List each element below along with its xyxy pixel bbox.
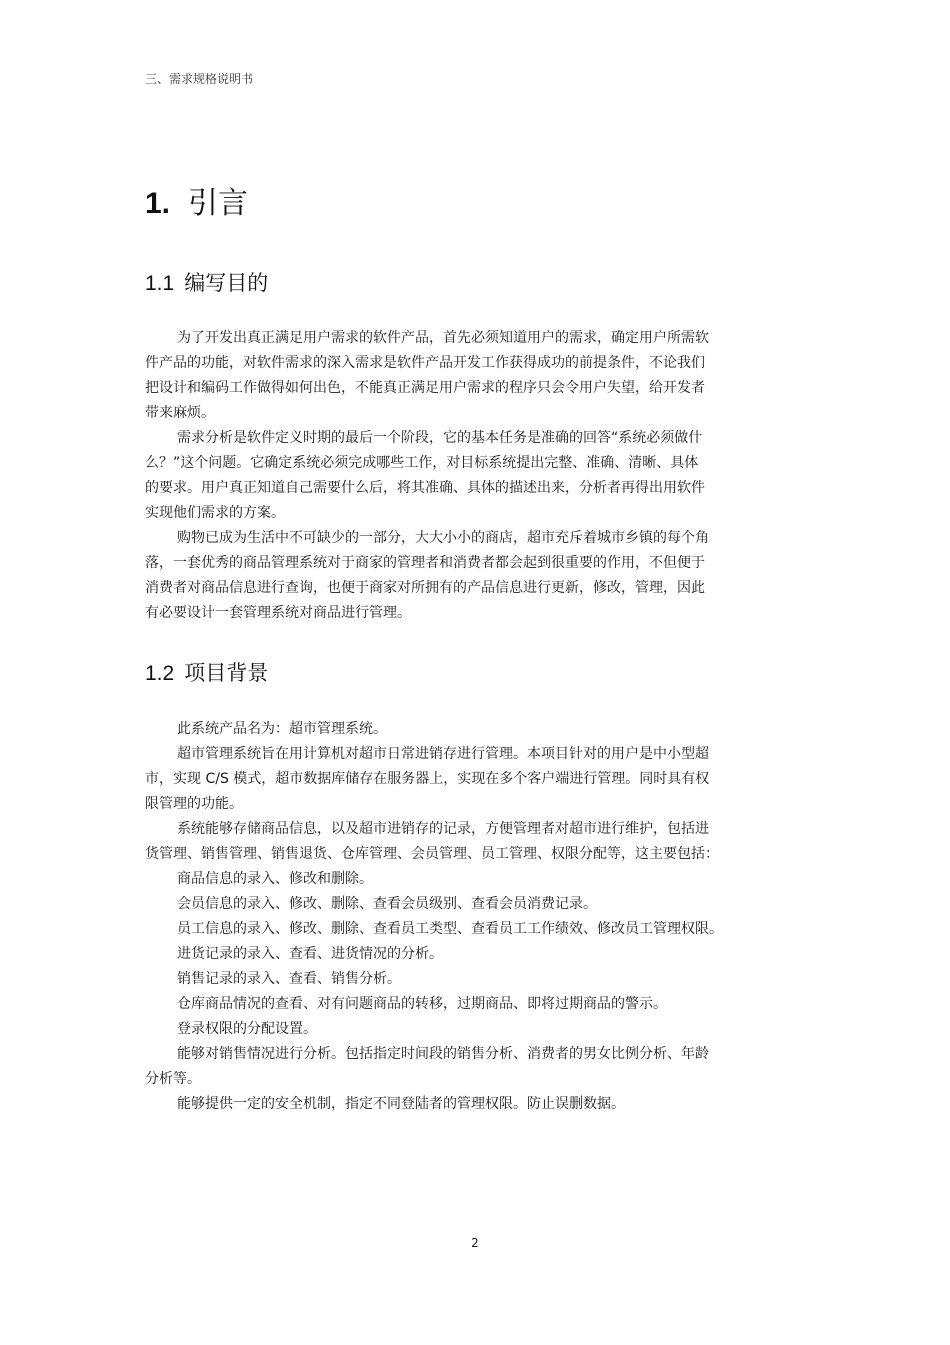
subsection-heading-purpose <box>145 269 268 298</box>
text-line: 市，实现 C/S 模式，超市数据库储存在服务器上，实现在多个客户端进行管理。同时具有权 <box>145 771 710 787</box>
text-line: 件产品的功能，对软件需求的深入需求是软件产品开发工作获得成功的前提条件，不论我们 <box>145 355 705 371</box>
text-line: 消费者对商品信息进行查询，也便于商家对所拥有的产品信息进行更新，修改，管理，因此 <box>145 580 705 596</box>
text-line: 需求分析是软件定义时期的最后一个阶段，它的基本任务是准确的回答“系统必须做什 <box>177 430 703 446</box>
list-item: 会员信息的录入、修改、删除、查看会员级别、查看会员消费记录。 <box>177 896 597 912</box>
text-line: 超市管理系统旨在用计算机对超市日常进销存进行管理。本项目针对的用户是中小型超 <box>177 746 709 762</box>
text-line: 限管理的功能。 <box>145 796 243 812</box>
text-line: 么？”这个问题。它确定系统必须完成哪些工作，对目标系统提出完整、准确、清晰、具体 <box>145 455 699 471</box>
list-item: 能够对销售情况进行分析。包括指定时间段的销售分析、消费者的男女比例分析、年龄 <box>177 1046 709 1062</box>
text-line: 货管理、销售管理、销售退货、仓库管理、会员管理、员工管理、权限分配等，这主要包括： <box>145 846 719 862</box>
text-line: 此系统产品名为：超市管理系统。 <box>177 721 387 737</box>
text-line: 购物已成为生活中不可缺少的一部分，大大小小的商店，超市充斥着城市乡镇的每个角 <box>177 530 709 546</box>
text-line: 系统能够存储商品信息，以及超市进销存的记录，方便管理者对超市进行维护，包括进 <box>177 821 709 837</box>
text-line: 实现他们需求的方案。 <box>145 505 285 521</box>
running-header: 三、需求规格说明书 <box>145 72 254 86</box>
page-number: 2 <box>471 1236 479 1250</box>
text-line: 分析等。 <box>145 1071 201 1087</box>
section-heading-introduction <box>145 184 248 224</box>
list-item: 能够提供一定的安全机制，指定不同登陆者的管理权限。防止误删数据。 <box>177 1096 625 1112</box>
list-item: 销售记录的录入、查看、销售分析。 <box>177 971 401 987</box>
list-item: 进货记录的录入、查看、进货情况的分析。 <box>177 946 443 962</box>
list-item: 登录权限的分配设置。 <box>177 1021 317 1037</box>
section-number: 1. <box>145 187 171 220</box>
subsection-title: 项目背景 <box>184 661 269 685</box>
subsection-heading-background <box>145 659 268 688</box>
subsection-title: 编写目的 <box>184 271 269 295</box>
list-item: 员工信息的录入、修改、删除、查看员工类型、查看员工工作绩效、修改员工管理权限。 <box>177 921 723 937</box>
text-line: 落，一套优秀的商品管理系统对于商家的管理者和消费者都会起到很重要的作用，不但便于 <box>145 555 705 571</box>
text-line: 的要求。用户真正知道自己需要什么后，将其准确、具体的描述出来，分析者再得出用软件 <box>145 480 705 496</box>
list-item: 仓库商品情况的查看、对有问题商品的转移，过期商品、即将过期商品的警示。 <box>177 996 667 1012</box>
list-item: 商品信息的录入、修改和删除。 <box>177 871 373 887</box>
subsection-number: 1.2 <box>145 662 175 685</box>
subsection-number: 1.1 <box>145 272 175 295</box>
section-title: 引言 <box>188 186 249 221</box>
text-line: 带来麻烦。 <box>145 405 215 421</box>
text-line: 有必要设计一套管理系统对商品进行管理。 <box>145 605 411 621</box>
text-line: 为了开发出真正满足用户需求的软件产品，首先必须知道用户的需求，确定用户所需软 <box>177 330 709 346</box>
text-line: 把设计和编码工作做得如何出色，不能真正满足用户需求的程序只会令用户失望，给开发者 <box>145 380 705 396</box>
